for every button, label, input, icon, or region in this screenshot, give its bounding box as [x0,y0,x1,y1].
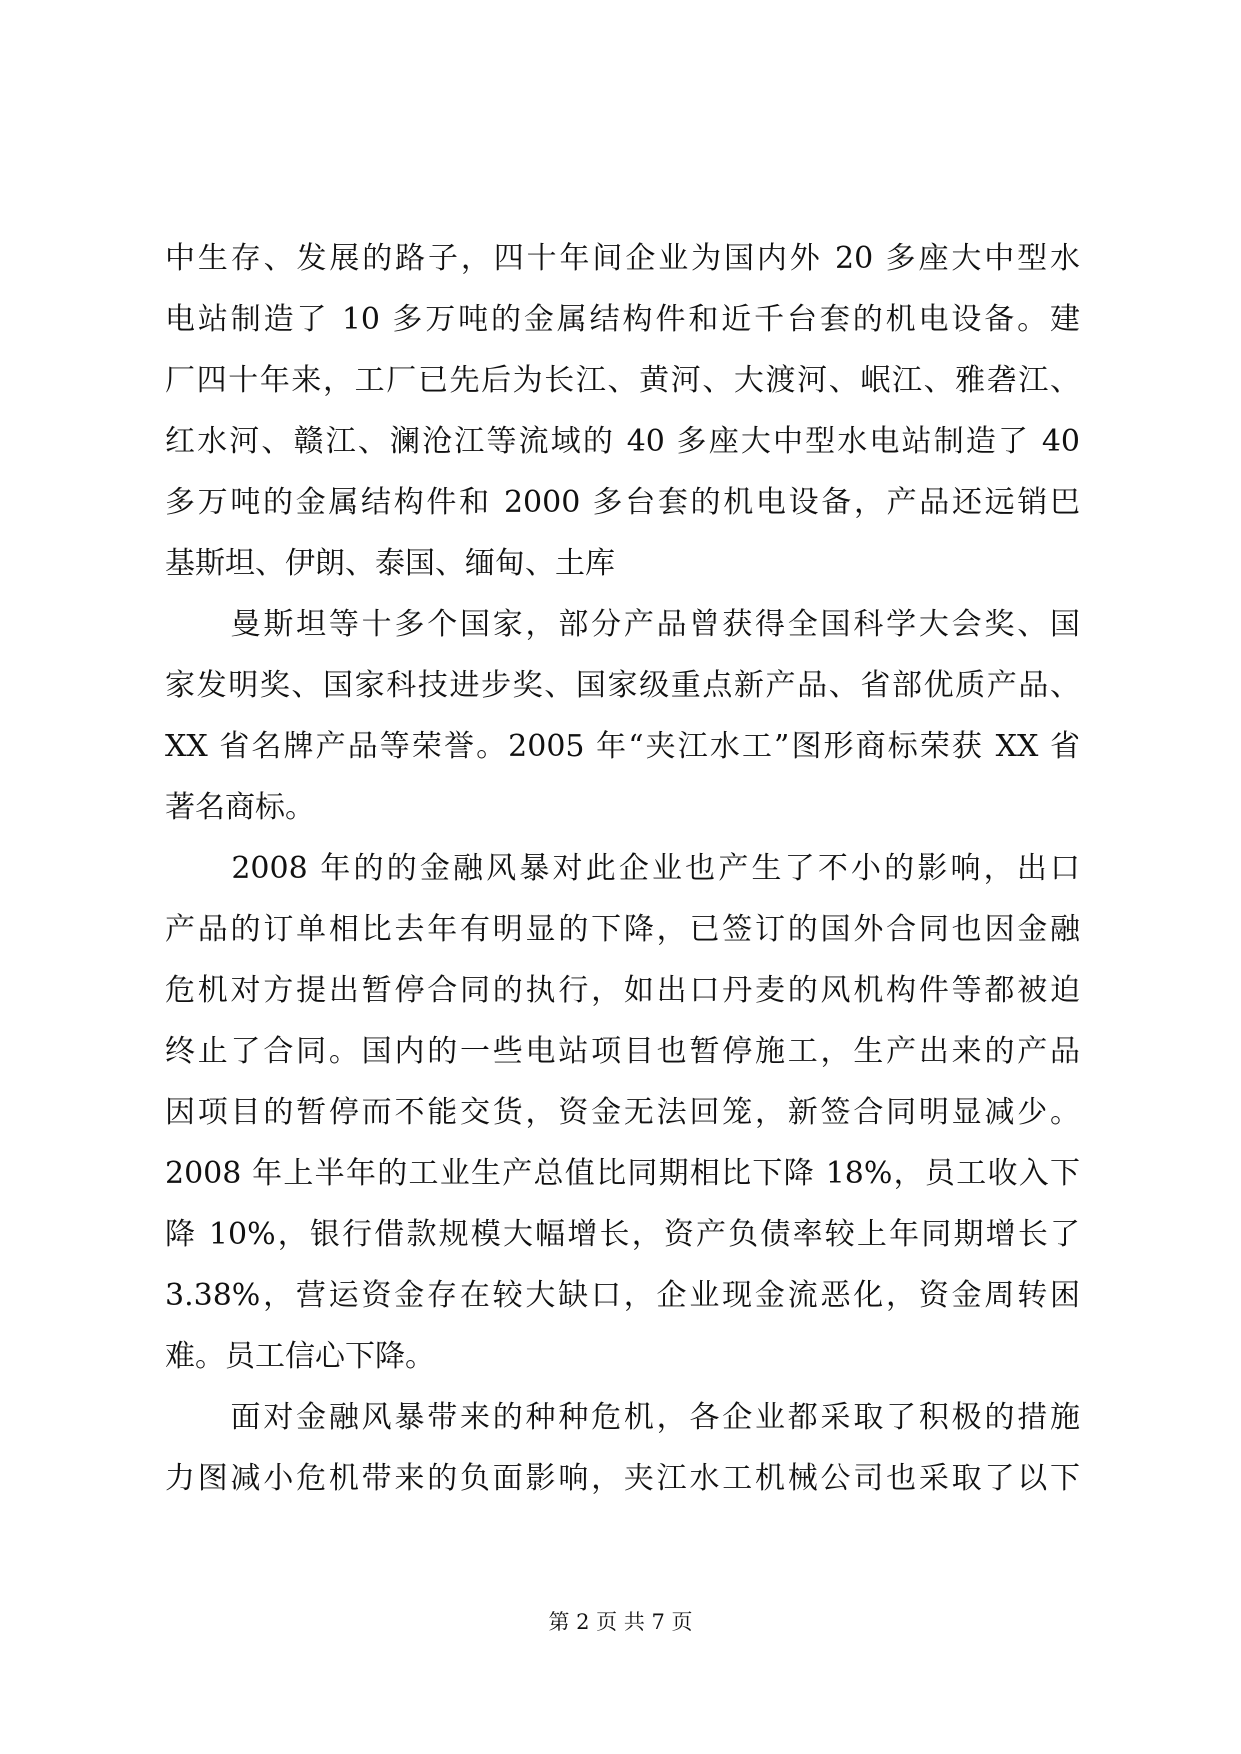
text-line: XX 省名牌产品等荣誉。2005 年“夹江水工”图形商标荣获 XX 省 [165,729,1080,764]
text-line: 曼斯坦等十多个国家，部分产品曾获得全国科学大会奖、国 [165,607,1080,642]
text-line: 多万吨的金属结构件和 2000 多台套的机电设备，产品还远销巴 [165,485,1080,520]
text-line: 降 10%，银行借款规模大幅增长，资产负债率较上年同期增长了 [165,1217,1080,1252]
text-line: 中生存、发展的路子，四十年间企业为国内外 20 多座大中型水 [165,241,1080,276]
text-line: 终止了合同。国内的一些电站项目也暂停施工，生产出来的产品 [165,1034,1080,1069]
text-line: 面对金融风暴带来的种种危机，各企业都采取了积极的措施 [165,1400,1080,1435]
text-line: 2008 年上半年的工业生产总值比同期相比下降 18%，员工收入下 [165,1156,1080,1191]
text-line: 产品的订单相比去年有明显的下降，已签订的国外合同也因金融 [165,912,1080,947]
text-line: 基斯坦、伊朗、泰国、缅甸、土库 [165,546,615,581]
page-number-footer: 第 2 页 共 7 页 [548,1610,693,1634]
paragraph-4 [165,1387,1080,1509]
text-line: 难。员工信心下降。 [165,1339,435,1374]
text-line: 力图减小危机带来的负面影响，夹江水工机械公司也采取了以下 [165,1461,1080,1496]
paragraph-3 [165,838,1080,1387]
text-line: 红水河、赣江、澜沧江等流域的 40 多座大中型水电站制造了 40 [165,424,1080,459]
text-line: 电站制造了 10 多万吨的金属结构件和近千台套的机电设备。建 [165,302,1080,337]
text-line: 厂四十年来，工厂已先后为长江、黄河、大渡河、岷江、雅砻江、 [165,363,1080,398]
text-line: 2008 年的的金融风暴对此企业也产生了不小的影响，出口 [165,851,1080,886]
document-body [165,228,1080,1509]
text-line: 危机对方提出暂停合同的执行，如出口丹麦的风机构件等都被迫 [165,973,1080,1008]
text-line: 著名商标。 [165,790,315,825]
paragraph-2 [165,594,1080,838]
text-line: 因项目的暂停而不能交货，资金无法回笼，新签合同明显减少。 [165,1095,1080,1130]
text-line: 家发明奖、国家科技进步奖、国家级重点新产品、省部优质产品、 [165,668,1080,703]
paragraph-1 [165,228,1080,594]
text-line: 3.38%，营运资金存在较大缺口，企业现金流恶化，资金周转困 [165,1278,1080,1313]
